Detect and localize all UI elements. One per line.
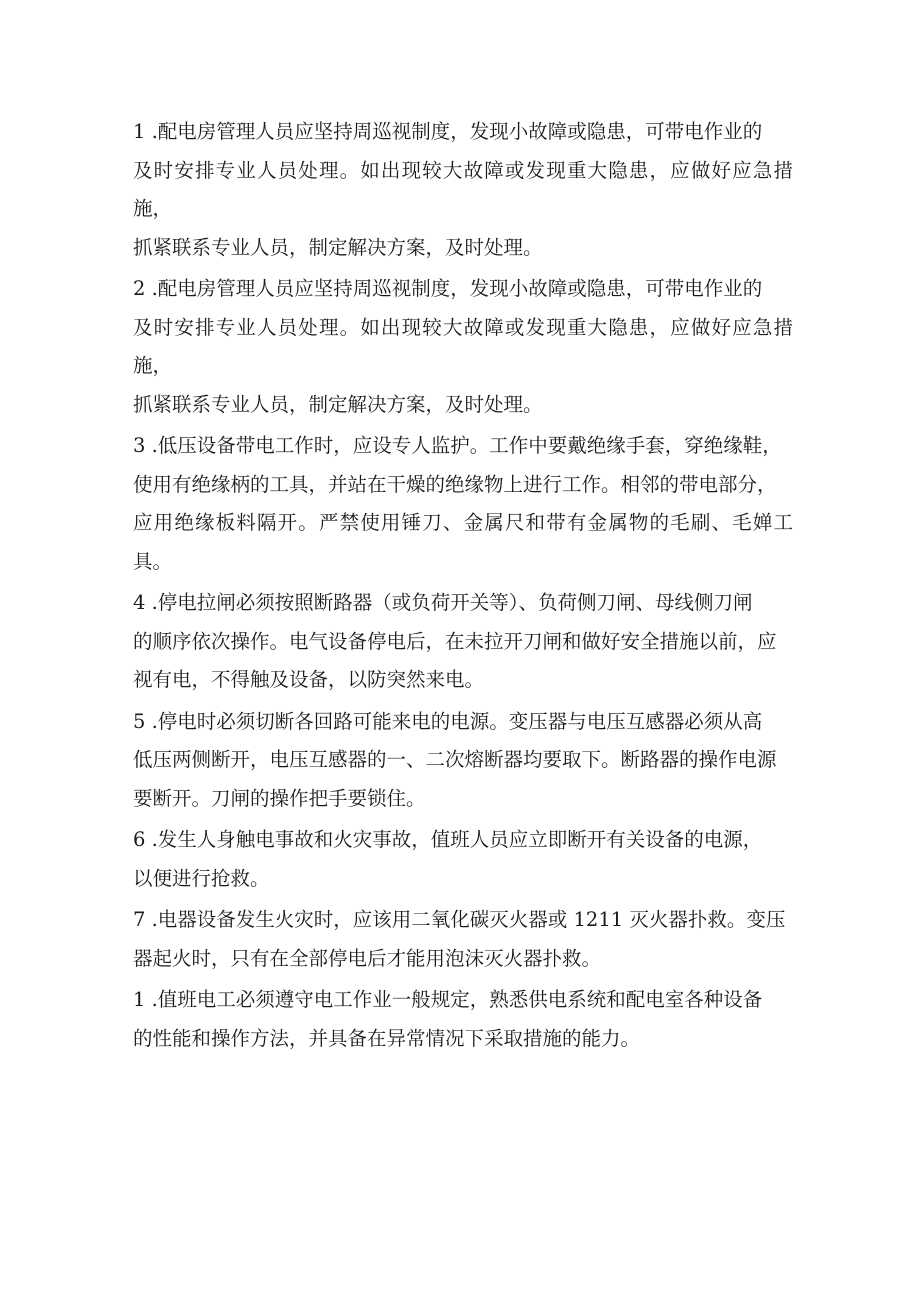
paragraph-7: 7 .电器设备发生火灾时，应该用二氧化碳灭火器或 1211 灭火器扑救。变压 器起火时，只有在全部停电后才能用泡沫灭火器扑救。 — [133, 908, 786, 970]
paragraph-4: 4 .停电拉闸必须按照断路器（或负荷开关等）、负荷侧刀闸、母线侧刀闸 的顺序依次操作。电气设备停电后，在未拉开刀闸和做好安全措施以前，应 视有电，不得触及设备，以防突然来电。 — [133, 591, 777, 691]
document-body — [133, 113, 793, 1061]
paragraph-6: 6 .发生人身触电事故和火灾事故，值班人员应立即断开有关设备的电源， 以便进行抢救。 — [133, 828, 763, 890]
paragraph-3: 3 .低压设备带电工作时，应设专人监护。工作中要戴绝缘手套，穿绝缘鞋， 使用有绝缘柄的工具，并站在干燥的绝缘物上进行工作。相邻的带电部分， 应用绝缘板料隔开。严禁使用锤刀、金属尺和带有金属物的毛刷、毛婵工具。 — [133, 434, 793, 573]
paragraph-8: 1 .值班电工必须遵守电工作业一般规定，熟悉供电系统和配电室各种设备 的性能和操作方法，并具备在异常情况下采取措施的能力。 — [133, 988, 763, 1050]
paragraph-5: 5 .停电时必须切断各回路可能来电的电源。变压器与电压互感器必须从高 低压两侧断开，电压互感器的一、二次熔断器均要取下。断路器的操作电源 要断开。刀闸的操作把手要锁住。 — [133, 709, 777, 810]
paragraph-2: 2 .配电房管理人员应坚持周巡视制度，发现小故障或隐患，可带电作业的 及时安排专业人员处理。如出现较大故障或发现重大隐患，应做好应急措施， 抓紧联系专业人员，制定解决方案，及时处理。 — [133, 277, 793, 416]
paragraph-1: 1 .配电房管理人员应坚持周巡视制度，发现小故障或隐患，可带电作业的 及时安排专业人员处理。如出现较大故障或发现重大隐患，应做好应急措施， 抓紧联系专业人员，制定解决方案，及时处理。 — [133, 120, 793, 259]
